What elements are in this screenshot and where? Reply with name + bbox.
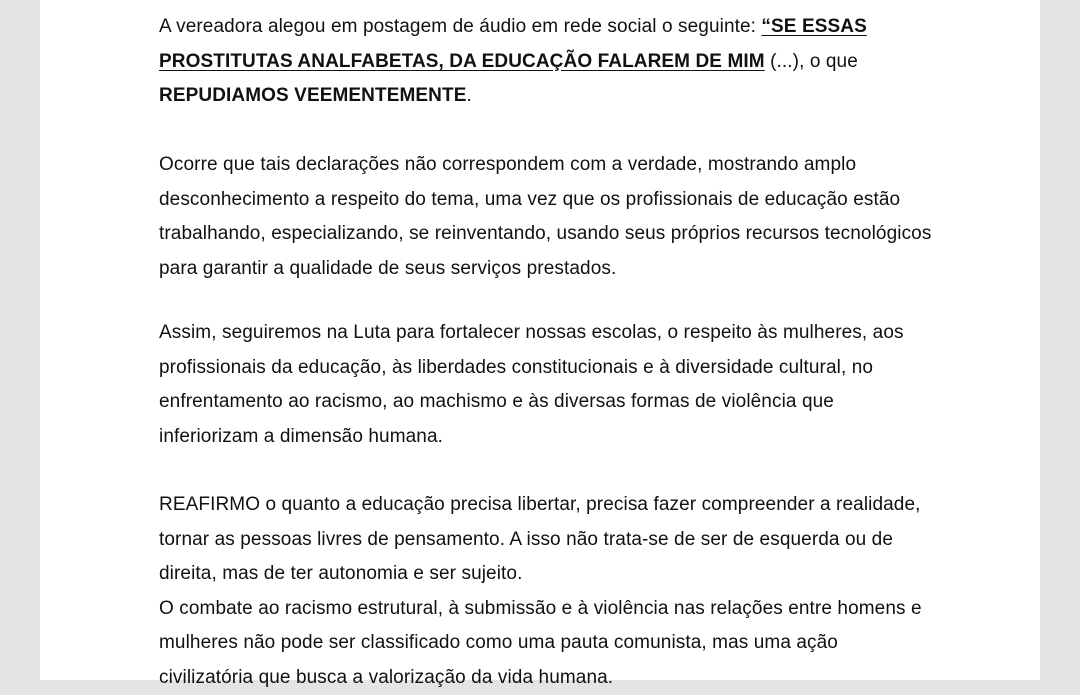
- line-text: (...), o que: [765, 51, 858, 72]
- paragraph-line: REAFIRMO o quanto a educação precisa libertar, precisa fazer compreender a realidade,: [159, 488, 960, 523]
- quoted-statement: PROSTITUTAS ANALFABETAS, DA EDUCAÇÃO FALAREM DE MIM: [159, 51, 765, 72]
- paragraph-line: Ocorre que tais declarações não correspondem com a verdade, mostrando amplo: [159, 148, 960, 183]
- paragraph-line: para garantir a qualidade de seus serviços prestados.: [159, 252, 960, 287]
- paragraph-line: tornar as pessoas livres de pensamento. A isso não trata-se de ser de esquerda ou de: [159, 523, 960, 558]
- paragraph-declarations: [159, 148, 960, 286]
- paragraph-line: civilizatória que busca a valorização da vida humana.: [159, 661, 960, 695]
- paragraph-line: enfrentamento ao racismo, ao machismo e às diversas formas de violência que: [159, 385, 960, 420]
- paragraph-line: trabalhando, especializando, se reinventando, usando seus próprios recursos tecnológicos: [159, 217, 960, 252]
- paragraph-reaffirm: [159, 488, 960, 695]
- document-page: [40, 0, 1040, 680]
- paragraph-line: desconhecimento a respeito do tema, uma vez que os profissionais de educação estão: [159, 183, 960, 218]
- line-text: .: [467, 85, 472, 106]
- line-text: A vereadora alegou em postagem de áudio em rede social o seguinte:: [159, 16, 761, 37]
- paragraph-line: Assim, seguiremos na Luta para fortalecer nossas escolas, o respeito às mulheres, aos: [159, 316, 960, 351]
- paragraph-line: inferiorizam a dimensão humana.: [159, 420, 960, 455]
- paragraph-line: [159, 79, 960, 114]
- paragraph-repudiation: [159, 10, 960, 114]
- paragraph-line: [159, 45, 960, 80]
- bold-statement: REPUDIAMOS VEEMENTEMENTE: [159, 85, 467, 106]
- paragraph-line: O combate ao racismo estrutural, à submissão e à violência nas relações entre homens e: [159, 592, 960, 627]
- paragraph-line: [159, 10, 960, 45]
- paragraph-line: mulheres não pode ser classificado como uma pauta comunista, mas uma ação: [159, 626, 960, 661]
- paragraph-line: direita, mas de ter autonomia e ser sujeito.: [159, 557, 960, 592]
- quoted-statement: “SE ESSAS: [761, 16, 866, 37]
- paragraph-line: profissionais da educação, às liberdades constitucionais e à diversidade cultural, no: [159, 351, 960, 386]
- paragraph-struggle: [159, 316, 960, 454]
